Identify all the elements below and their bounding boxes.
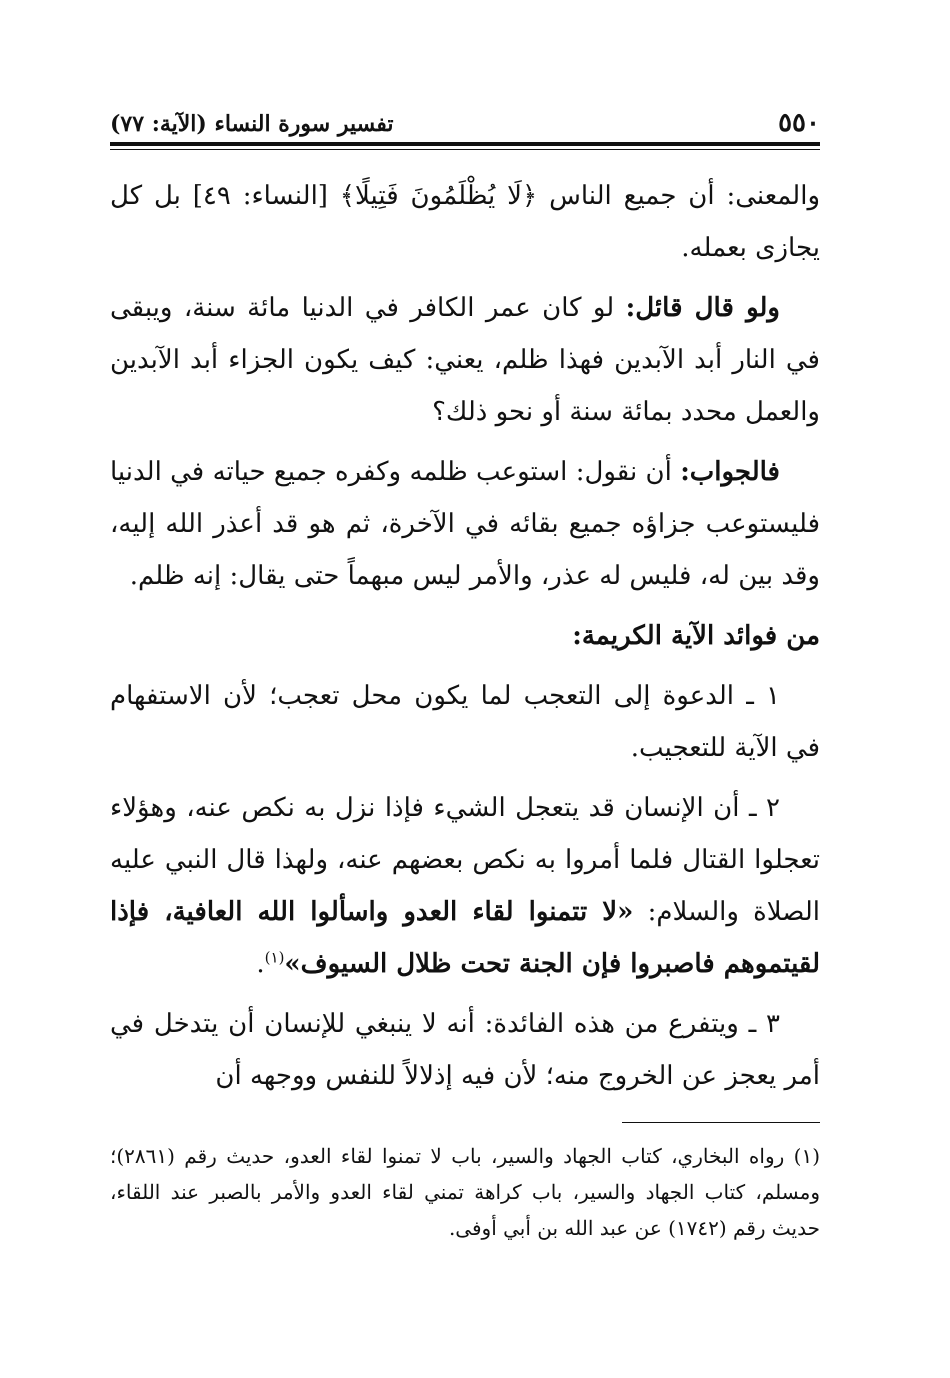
paragraph-answer: [110, 446, 820, 602]
benefit-item-1: [110, 670, 820, 774]
benefit-item-1-text: ١ ـ الدعوة إلى التعجب لما يكون محل تعجب؛ لأن الاستفهام في الآية للتعجيب.: [110, 681, 820, 763]
hadith-quote: «لا تتمنوا لقاء العدو واسألوا الله العافية، فإذا لقيتموهم فاصبروا فإن الجنة تحت ظلال السيوف»: [110, 897, 820, 979]
paragraph-meaning: [110, 170, 820, 274]
page-header: [110, 108, 820, 138]
benefit-item-2-text: ٢ ـ أن الإنسان قد يتعجل الشيء فإذا نزل به نكص عنه، وهؤلاء تعجلوا القتال فلما أمروا به نكص بعضهم عنه، ولهذا قال النبي عليه الصلاة والسلام:: [110, 793, 821, 927]
objection-lead: ولو قال قائل:: [625, 293, 780, 323]
objection-text: لو كان عمر الكافر في الدنيا مائة سنة، ويبقى في النار أبد الآبدين فهذا ظلم، يعني: كيف يكون الجزاء أبد الآبدين والعمل محدد بمائة سنة أو نحو ذلك؟: [110, 293, 820, 427]
running-title: تفسير سورة النساء (الآية: ٧٧): [110, 111, 394, 137]
benefit-item-3: [110, 998, 820, 1102]
paragraph-objection: [110, 282, 820, 438]
benefit-item-2: [110, 782, 820, 990]
main-text: [110, 170, 820, 1110]
header-rule-thick: [110, 142, 820, 146]
benefit-item-3-text: ٣ ـ ويتفرع من هذه الفائدة: أنه لا ينبغي للإنسان أن يتدخل في أمر يعجز عن الخروج منه؛ لأن فيه إذلالاً للنفس ووجهه أن: [110, 1009, 820, 1091]
footnote-reference: (١): [264, 948, 285, 967]
page-number: ٥٥٠: [778, 108, 820, 138]
answer-lead: فالجواب:: [680, 457, 780, 487]
footnote-text: (١) رواه البخاري، كتاب الجهاد والسير، باب لا تمنوا لقاء العدو، حديث رقم (٢٨٦١)؛ ومسلم، كتاب الجهاد والسير، باب كراهة تمني لقاء العدو والأمر بالصبر عند اللقاء، حديث رقم (١٧٤٢) عن عبد الله بن أبي أوفى.: [110, 1144, 820, 1240]
footnote-separator: [622, 1122, 820, 1123]
paragraph-meaning-text: والمعنى: أن جميع الناس ﴿لَا يُظْلَمُونَ فَتِيلًا﴾ [النساء: ٤٩] بل كل يجازى بعمله.: [110, 181, 820, 263]
section-heading: من فوائد الآية الكريمة:: [572, 621, 820, 651]
answer-text: أن نقول: استوعب ظلمه وكفره جميع حياته في الدنيا فليستوعب جزاؤه جميع بقائه في الآخرة، ثم هو قد أعذر الله إليه، وقد بين له، فليس له عذر، والأمر ليس مبهماً حتى يقال: إنه ظلم.: [110, 457, 820, 591]
header-rule-thin: [110, 149, 820, 150]
benefit-item-2-end: .: [256, 949, 265, 979]
footnote: [110, 1138, 820, 1246]
